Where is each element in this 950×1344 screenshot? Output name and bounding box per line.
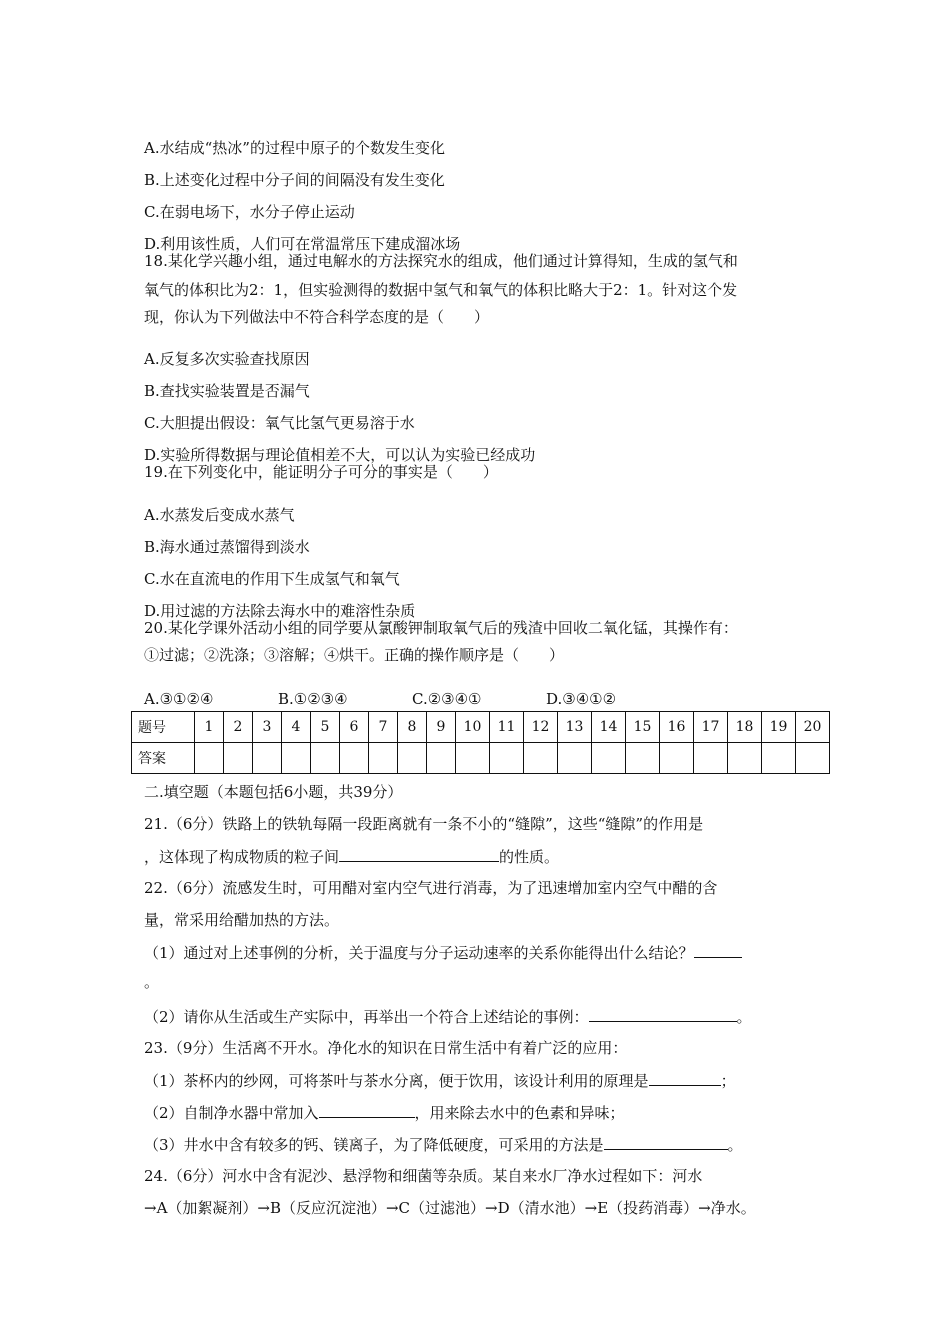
- question-number-cell: 8: [398, 712, 427, 743]
- answer-cell[interactable]: [728, 743, 762, 774]
- q17-option-b: B.上述变化过程中分子间的间隔没有发生变化: [144, 171, 445, 189]
- answer-table-answer-row: [132, 743, 830, 774]
- question-number-cell: 7: [369, 712, 398, 743]
- q18-option-c: C.大胆提出假设：氧气比氢气更易溶于水: [144, 414, 415, 432]
- q21-line-1: 21.（6分）铁路上的铁轨每隔一段距离就有一条不小的“缝隙”，这些“缝隙”的作用是: [144, 815, 704, 833]
- answer-cell[interactable]: [253, 743, 282, 774]
- answer-cell[interactable]: [369, 743, 398, 774]
- q21-text-a: ，这体现了构成物质的粒子间: [144, 848, 340, 866]
- question-number-cell: 19: [762, 712, 796, 743]
- answer-cell[interactable]: [340, 743, 369, 774]
- answer-cell[interactable]: [398, 743, 427, 774]
- question-number-cell: 17: [694, 712, 728, 743]
- answer-cell[interactable]: [456, 743, 490, 774]
- q18-option-b: B.查找实验装置是否漏气: [144, 382, 310, 400]
- q22-sub-2-blank[interactable]: [589, 1006, 737, 1022]
- q19-option-b: B.海水通过蒸馏得到淡水: [144, 538, 310, 556]
- q23-sub-3: [144, 1134, 743, 1155]
- q23-sub-2: [144, 1102, 625, 1123]
- q23-stem: 23.（9分）生活离不开水。净化水的知识在日常生活中有着广泛的应用：: [144, 1039, 628, 1057]
- q21-text-b: 的性质。: [499, 848, 560, 866]
- q21-answer-blank[interactable]: [339, 846, 499, 862]
- q18-stem-line-2: 氧气的体积比为2：1，但实验测得的数据中氢气和氧气的体积比略大于2：1。针对这个发: [144, 281, 738, 299]
- answer-cell[interactable]: [195, 743, 224, 774]
- q20-option-b: B.①②③④: [278, 690, 348, 708]
- answer-cell[interactable]: [762, 743, 796, 774]
- question-number-cell: 12: [524, 712, 558, 743]
- q23-sub-3-end: 。: [727, 1136, 743, 1154]
- question-number-cell: 18: [728, 712, 762, 743]
- answer-table: [131, 711, 830, 774]
- q17-option-d: D.利用该性质，人们可在常温常压下建成溜冰场: [144, 235, 461, 253]
- answer-cell[interactable]: [660, 743, 694, 774]
- q23-sub-2-blank[interactable]: [319, 1102, 415, 1118]
- q23-sub-2-text: （2）自制净水器中常加入: [144, 1104, 319, 1122]
- answer-cell[interactable]: [694, 743, 728, 774]
- q18-stem-line-3: 现，你认为下列做法中不符合科学态度的是（ ）: [144, 308, 490, 326]
- answer-cell[interactable]: [592, 743, 626, 774]
- question-number-cell: 14: [592, 712, 626, 743]
- q22-sub-1-blank[interactable]: [694, 942, 742, 958]
- q23-sub-1-blank[interactable]: [649, 1070, 721, 1086]
- question-number-cell: 15: [626, 712, 660, 743]
- answer-table-header-row: [132, 712, 830, 743]
- q19-option-a: A.水蒸发后变成水蒸气: [144, 506, 295, 524]
- q23-sub-3-text: （3）井水中含有较多的钙、镁离子，为了降低硬度，可采用的方法是: [144, 1136, 604, 1154]
- question-number-cell: 1: [195, 712, 224, 743]
- answer-cell[interactable]: [311, 743, 340, 774]
- q20-option-d: D.③④①②: [546, 690, 617, 708]
- q17-option-c: C.在弱电场下，水分子停止运动: [144, 203, 355, 221]
- q22-sub-2-end: 。: [736, 1008, 752, 1026]
- q22-line-1: 22.（6分）流感发生时，可用醋对室内空气进行消毒，为了迅速增加室内空气中醋的含: [144, 879, 718, 897]
- answer-cell[interactable]: [524, 743, 558, 774]
- q23-sub-3-blank[interactable]: [604, 1134, 728, 1150]
- question-number-cell: 16: [660, 712, 694, 743]
- answer-cell[interactable]: [796, 743, 830, 774]
- q20-options-row: [144, 689, 616, 709]
- question-number-label: 题号: [132, 712, 195, 743]
- answer-cell[interactable]: [626, 743, 660, 774]
- question-number-cell: 4: [282, 712, 311, 743]
- q20-option-c: C.②③④①: [412, 690, 482, 708]
- q23-sub-2-end: ，用来除去水中的色素和异味；: [414, 1104, 625, 1122]
- answer-cell[interactable]: [490, 743, 524, 774]
- q21-line-2: [144, 846, 559, 867]
- q20-stem-line-1: 20.某化学课外活动小组的同学要从氯酸钾制取氧气后的残渣中回收二氧化锰，其操作有：: [144, 619, 738, 637]
- q24-line-2: →A（加絮凝剂）→B（反应沉淀池）→C（过滤池）→D（清水池）→E（投药消毒）→净水。: [144, 1199, 756, 1217]
- question-number-cell: 6: [340, 712, 369, 743]
- q18-option-d: D.实验所得数据与理论值相差不大，可以认为实验已经成功: [144, 446, 536, 464]
- question-number-cell: 9: [427, 712, 456, 743]
- question-number-cell: 3: [253, 712, 282, 743]
- q19-option-d: D.用过滤的方法除去海水中的难溶性杂质: [144, 602, 416, 620]
- q20-option-a: A.③①②④: [144, 690, 214, 708]
- q24-line-1: 24.（6分）河水中含有泥沙、悬浮物和细菌等杂质。某自来水厂净水过程如下：河水: [144, 1167, 703, 1185]
- q22-sub-2: [144, 1006, 752, 1027]
- question-number-cell: 11: [490, 712, 524, 743]
- q18-stem-line-1: 18.某化学兴趣小组，通过电解水的方法探究水的组成，他们通过计算得知，生成的氢气和: [144, 252, 738, 270]
- question-number-cell: 5: [311, 712, 340, 743]
- q22-sub-2-text: （2）请你从生活或生产实际中，再举出一个符合上述结论的事例：: [144, 1008, 589, 1026]
- answer-cell[interactable]: [558, 743, 592, 774]
- question-number-cell: 20: [796, 712, 830, 743]
- q19-option-c: C.水在直流电的作用下生成氢气和氧气: [144, 570, 400, 588]
- q20-stem-line-2: ①过滤；②洗涤；③溶解；④烘干。正确的操作顺序是（ ）: [144, 646, 565, 664]
- q23-sub-1-end: ；: [720, 1072, 736, 1090]
- answer-cell[interactable]: [282, 743, 311, 774]
- answer-cell[interactable]: [427, 743, 456, 774]
- q22-sub-1-end: 。: [144, 973, 160, 991]
- q19-stem: 19.在下列变化中，能证明分子可分的事实是（ ）: [144, 463, 498, 481]
- question-number-cell: 2: [224, 712, 253, 743]
- q22-sub-1: [144, 942, 742, 963]
- q18-option-a: A.反复多次实验查找原因: [144, 350, 310, 368]
- answer-cell[interactable]: [224, 743, 253, 774]
- q17-option-a: A.水结成“热冰”的过程中原子的个数发生变化: [144, 139, 445, 157]
- question-number-cell: 13: [558, 712, 592, 743]
- q22-line-2: 量，常采用给醋加热的方法。: [144, 911, 340, 929]
- answer-label: 答案: [132, 743, 195, 774]
- q23-sub-1: [144, 1070, 736, 1091]
- question-number-cell: 10: [456, 712, 490, 743]
- section-2-title: 二.填空题（本题包括6小题，共39分）: [144, 783, 403, 801]
- q22-sub-1-text: （1）通过对上述事例的分析，关于温度与分子运动速率的关系你能得出什么结论？: [144, 944, 694, 962]
- q23-sub-1-text: （1）茶杯内的纱网，可将茶叶与茶水分离，便于饮用，该设计利用的原理是: [144, 1072, 649, 1090]
